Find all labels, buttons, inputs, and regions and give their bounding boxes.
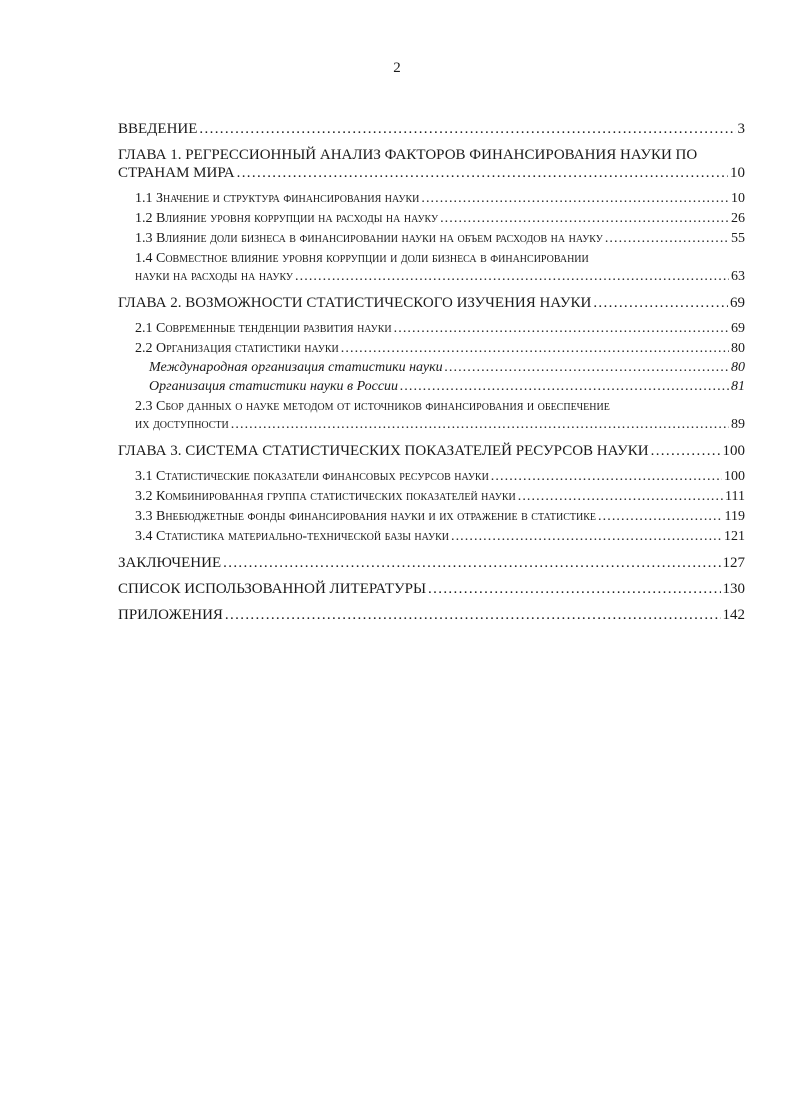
- toc-entry-title: 3.2 Комбинированная группа статистических показателей науки: [135, 489, 516, 504]
- toc-entry-appendices[interactable]: [118, 606, 745, 624]
- dot-leader: [651, 442, 721, 460]
- toc-entry-page: 100: [722, 443, 745, 459]
- toc-entry-page: 10: [731, 191, 745, 206]
- toc-entry-title: ГЛАВА 3. СИСТЕМА СТАТИСТИЧЕСКИХ ПОКАЗАТЕЛЕЙ РЕСУРСОВ НАУКИ: [118, 443, 649, 459]
- toc-entry-title: 1.1 Значение и структура финансирования науки: [135, 191, 420, 206]
- toc-entry-page: 127: [722, 555, 745, 571]
- toc-entry-page: 55: [731, 231, 745, 246]
- toc-entry-title: Международная организация статистики науки: [149, 360, 443, 375]
- toc-entry-references[interactable]: [118, 580, 745, 598]
- toc-entry-page: 3: [737, 121, 745, 137]
- toc-entry-title: ПРИЛОЖЕНИЯ: [118, 607, 223, 623]
- toc-entry-page: 119: [724, 509, 745, 524]
- toc-entry-title: ГЛАВА 2. ВОЗМОЖНОСТИ СТАТИСТИЧЕСКОГО ИЗУЧЕНИЯ НАУКИ: [118, 295, 592, 311]
- toc-entry-page: 10: [730, 165, 745, 181]
- toc-entry-chapter-2[interactable]: [118, 294, 745, 312]
- dot-leader: [598, 508, 723, 526]
- toc-entry-section-3-3[interactable]: [118, 508, 745, 526]
- toc-entry-page: 121: [724, 529, 745, 544]
- toc-entry-page: 89: [731, 417, 745, 432]
- toc-entry-title: ВВЕДЕНИЕ: [118, 121, 198, 137]
- toc-entry-section-2-2[interactable]: [118, 340, 745, 358]
- dot-leader: [231, 416, 729, 434]
- dot-leader: [445, 359, 729, 377]
- toc-entry-page: 130: [722, 581, 745, 597]
- dot-leader: [593, 294, 728, 312]
- toc-entry-page: 142: [722, 607, 745, 623]
- toc-entry-title: ЗАКЛЮЧЕНИЕ: [118, 555, 222, 571]
- toc-entry-page: 69: [731, 321, 745, 336]
- dot-leader: [518, 488, 723, 506]
- toc-entry-page: 63: [731, 269, 745, 284]
- toc-entry-title: Организация статистики науки в России: [149, 379, 399, 394]
- dot-leader: [341, 340, 729, 358]
- toc-entry-subsection-2-2-b[interactable]: [118, 378, 745, 396]
- toc-entry-page: 69: [730, 295, 745, 311]
- toc-entry-section-2-1[interactable]: [118, 320, 745, 338]
- dot-leader: [605, 230, 729, 248]
- toc-entry-title-line2: СТРАНАМ МИРА: [118, 165, 235, 181]
- toc-entry-conclusion[interactable]: [118, 554, 745, 572]
- toc-entry-section-2-3[interactable]: [118, 398, 745, 434]
- toc-entry-title-line2: науки на расходы на науку: [135, 269, 294, 284]
- toc-entry-section-3-1[interactable]: [118, 468, 745, 486]
- dot-leader: [451, 528, 722, 546]
- toc-entry-title-line2: их доступности: [135, 417, 229, 432]
- dot-leader: [421, 190, 729, 208]
- toc-entry-section-1-3[interactable]: [118, 230, 745, 248]
- toc-entry-title: СПИСОК ИСПОЛЬЗОВАННОЙ ЛИТЕРАТУРЫ: [118, 581, 427, 597]
- toc-entry-title: 3.4 Статистика материально-технической базы науки: [135, 529, 449, 544]
- dot-leader: [223, 554, 720, 572]
- toc-entry-section-1-1[interactable]: [118, 190, 745, 208]
- dot-leader: [428, 580, 720, 598]
- toc-entry-title: 2.1 Современные тенденции развития науки: [135, 321, 392, 336]
- toc-entry-title: 1.2 Влияние уровня коррупции на расходы на науку: [135, 211, 439, 226]
- toc-entry-title-line1: 1.4 Совместное влияние уровня коррупции и доли бизнеса в финансировании: [135, 251, 589, 266]
- toc-entry-title: 3.1 Статистические показатели финансовых ресурсов науки: [135, 469, 489, 484]
- dot-leader: [225, 606, 721, 624]
- dot-leader: [400, 378, 729, 396]
- toc-entry-title: 2.2 Организация статистики науки: [135, 341, 339, 356]
- toc-entry-title: 1.3 Влияние доли бизнеса в финансировании науки на объем расходов на науку: [135, 231, 603, 246]
- toc-entry-section-1-2[interactable]: [118, 210, 745, 228]
- dot-leader: [199, 120, 735, 138]
- dot-leader: [295, 268, 729, 286]
- toc-entry-title-line1: 2.3 Сбор данных о науке методом от источников финансирования и обеспечение: [135, 399, 610, 414]
- toc-entry-subsection-2-2-a[interactable]: [118, 359, 745, 377]
- toc-entry-title-line1: ГЛАВА 1. РЕГРЕССИОННЫЙ АНАЛИЗ ФАКТОРОВ ФИНАНСИРОВАНИЯ НАУКИ ПО: [118, 147, 698, 163]
- dot-leader: [491, 468, 722, 486]
- toc-entry-page: 81: [731, 379, 745, 394]
- toc-entry-section-3-4[interactable]: [118, 528, 745, 546]
- dot-leader: [440, 210, 729, 228]
- toc-entry-section-3-2[interactable]: [118, 488, 745, 506]
- table-of-contents: [118, 120, 745, 624]
- dot-leader: [237, 164, 728, 182]
- toc-entry-page: 100: [724, 469, 745, 484]
- toc-entry-title: 3.3 Внебюджетные фонды финансирования науки и их отражение в статистике: [135, 509, 597, 524]
- toc-entry-page: 111: [725, 489, 745, 504]
- toc-entry-page: 80: [731, 360, 745, 375]
- toc-entry-intro[interactable]: [118, 120, 745, 138]
- page-number: 2: [393, 60, 401, 76]
- toc-entry-page: 80: [731, 341, 745, 356]
- dot-leader: [394, 320, 729, 338]
- toc-entry-chapter-3[interactable]: [118, 442, 745, 460]
- toc-entry-chapter-1[interactable]: [118, 146, 745, 182]
- toc-entry-section-1-4[interactable]: [118, 250, 745, 286]
- toc-entry-page: 26: [731, 211, 745, 226]
